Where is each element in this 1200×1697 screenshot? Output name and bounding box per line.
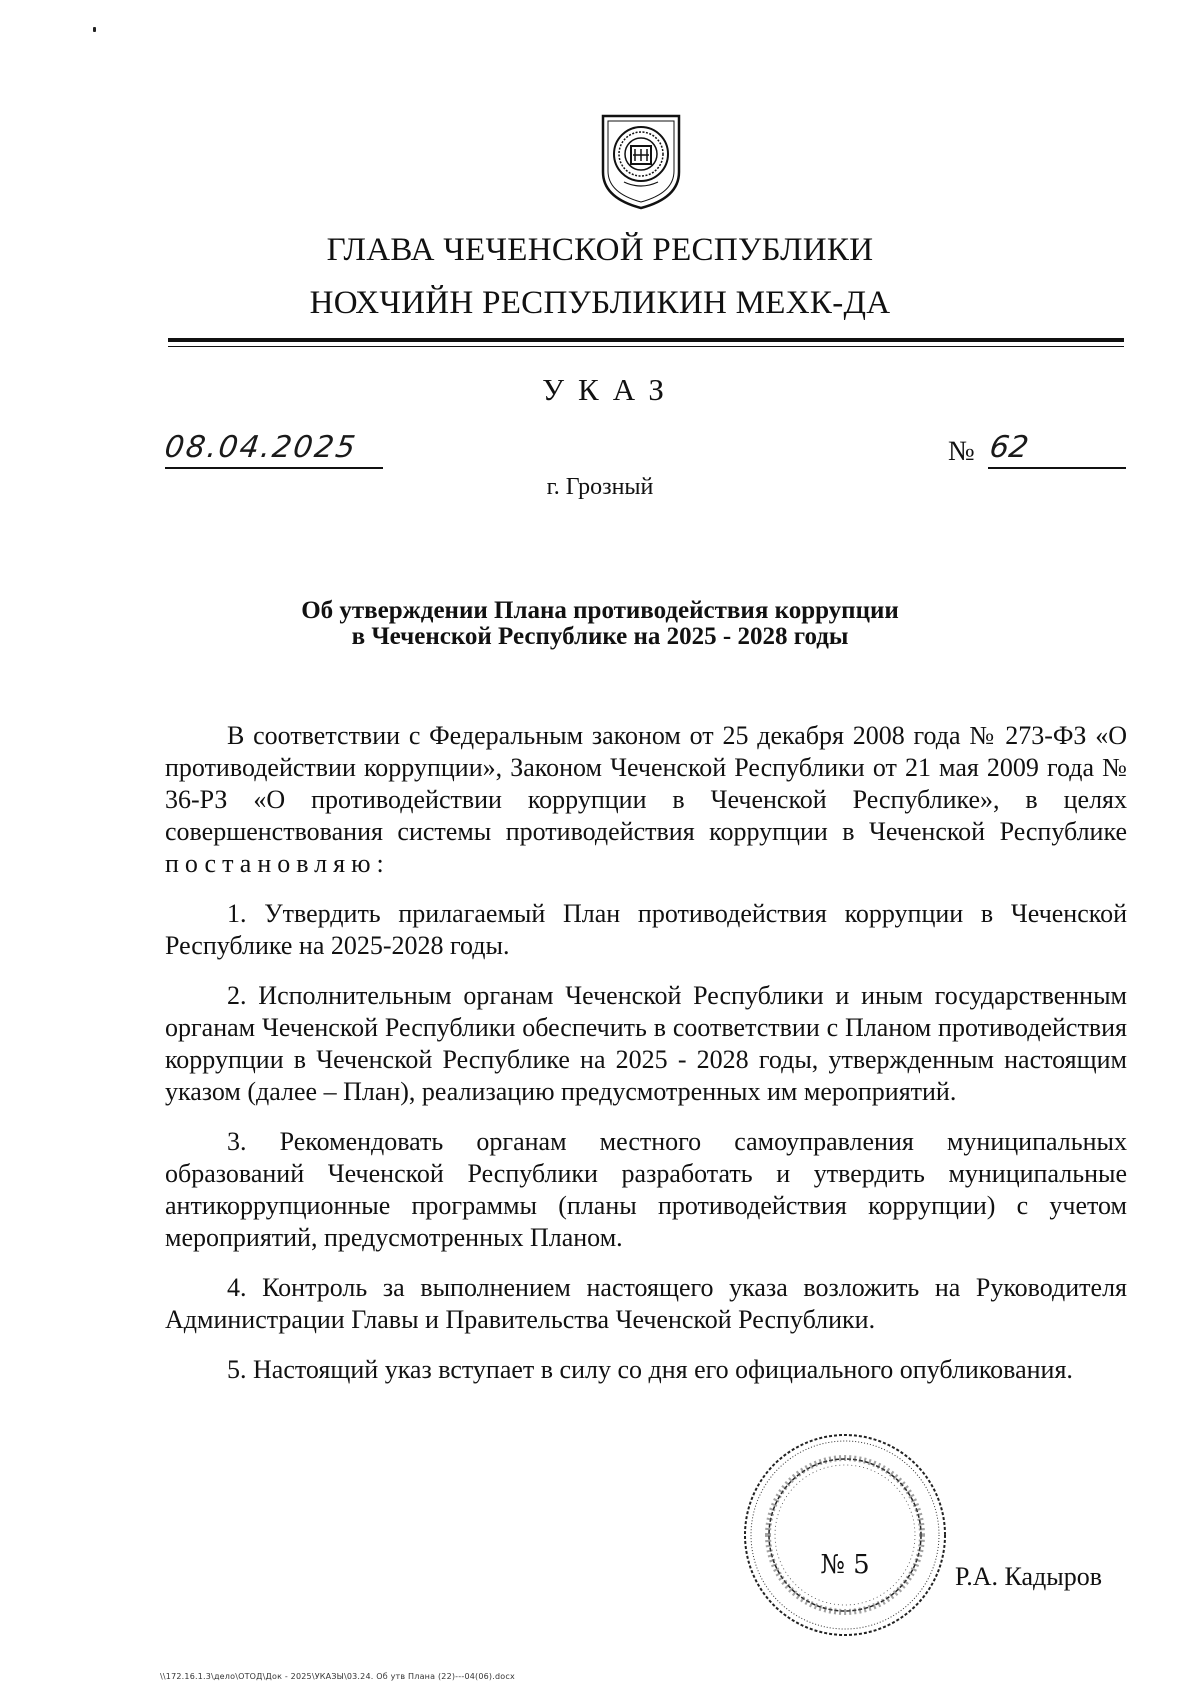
number-sign: № (948, 436, 975, 467)
decree-item-3: 3. Рекомендовать органам местного самоуправления муниципальных образований Чеченской Республики разработать и утвердить муниципальные антикоррупционные программы (планы противодействия коррупции) с учетом мероприятий, предусмотренных Планом. (165, 1127, 1127, 1252)
decree-body (165, 720, 1127, 1404)
decree-subject (0, 598, 1200, 650)
file-path-footer: \\172.16.1.3\дело\ОТОД\Док - 2025\УКАЗЫ\03.24. Об утв Плана (22)---04(06).docx (160, 1672, 515, 1681)
preamble-paragraph (165, 720, 1127, 880)
authority-title-ru: ГЛАВА ЧЕЧЕНСКОЙ РЕСПУБЛИКИ (326, 232, 874, 268)
scan-speck (93, 27, 96, 32)
number-underline (988, 467, 1126, 469)
decree-number: 62 (987, 430, 1031, 465)
decree-date: 08.04.2025 (162, 430, 360, 465)
document-type-title: УКАЗ (542, 372, 678, 407)
decree-item-1: 1. Утвердить прилагаемый План противодействия коррупции в Чеченской Республике на 2025-2028 годы. (165, 899, 1127, 960)
decree-date-field (162, 430, 385, 470)
coat-of-arms-icon (598, 110, 684, 212)
decree-item-2: 2. Исполнительным органам Чеченской Республики и иным государственным органам Чеченской Республики обеспечить в соответствии с Планом противодействия коррупции в Чеченской Республике на 2025 - 2028 годы, утвержденным настоящим указом (далее – План), реализацию предусмотренных им мероприятий. (165, 981, 1127, 1106)
decree-item-5: 5. Настоящий указ вступает в силу со дня его официального опубликования. (227, 1355, 1073, 1384)
signatory-name: Р.А. Кадыров (955, 1562, 1102, 1591)
header-rule-thick (168, 338, 1124, 342)
stamp-number: № 5 (820, 1550, 870, 1580)
subject-line-1: Об утверждении Плана противодействия коррупции (301, 597, 899, 624)
header-rule-thin (168, 346, 1124, 347)
official-seal-icon (738, 1428, 953, 1643)
authority-title-ce: НОХЧИЙН РЕСПУБЛИКИН МЕХК-ДА (309, 285, 891, 321)
decree-item-4: 4. Контроль за выполнением настоящего указа возложить на Руководителя Администрации Главы и Правительства Чеченской Республики. (165, 1273, 1127, 1334)
issue-city: г. Грозный (546, 474, 654, 500)
date-underline (165, 467, 383, 469)
decree-number-field (948, 430, 1128, 470)
preamble-text: В соответствии с Федеральным законом от 25 декабря 2008 года № 273-ФЗ «О противодействии коррупции», Законом Чеченской Республики от 21 мая 2009 года № 36-РЗ «О противодействии коррупции в Чеченской Республике», в целях совершенствования системы противодействия коррупции в Чеченской Республике (165, 721, 1127, 846)
subject-line-2: в Чеченской Республике на 2025 - 2028 годы (351, 623, 849, 650)
resolve-word: постановляю: (165, 849, 390, 878)
